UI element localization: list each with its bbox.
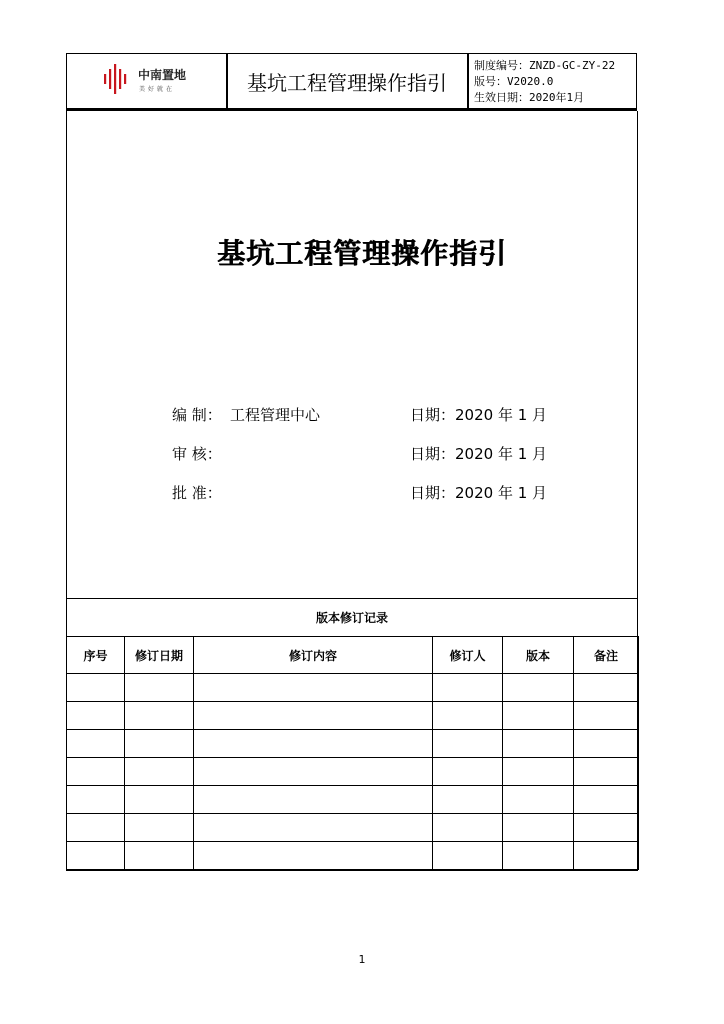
table-cell	[574, 786, 639, 814]
table-cell	[574, 730, 639, 758]
company-name: 中南置地	[138, 68, 187, 82]
table-cell	[503, 758, 574, 786]
table-cell	[194, 758, 433, 786]
table-cell	[67, 842, 125, 870]
table-cell	[503, 842, 574, 870]
company-logo-icon	[104, 64, 130, 94]
table-cell	[194, 702, 433, 730]
table-cell	[433, 814, 503, 842]
doc-version: 版号：V2020.0	[474, 75, 554, 88]
table-row	[67, 702, 639, 730]
table-cell	[194, 842, 433, 870]
table-cell	[125, 730, 194, 758]
col-header: 修订内容	[194, 637, 433, 674]
table-cell	[125, 814, 194, 842]
table-row	[67, 758, 639, 786]
table-cell	[125, 758, 194, 786]
table-cell	[503, 730, 574, 758]
table-cell	[194, 674, 433, 702]
page-number: 1	[358, 953, 366, 966]
revision-title: 版本修订记录	[315, 611, 388, 625]
table-row	[67, 842, 639, 870]
table-cell	[125, 702, 194, 730]
table-cell	[67, 814, 125, 842]
table-cell	[574, 814, 639, 842]
header-doc-title: 基坑工程管理操作指引	[247, 70, 447, 95]
table-cell	[67, 730, 125, 758]
table-row	[67, 674, 639, 702]
table-cell	[194, 730, 433, 758]
table-cell	[503, 814, 574, 842]
col-header: 修订日期	[125, 637, 194, 674]
table-cell	[125, 842, 194, 870]
table-cell	[125, 674, 194, 702]
table-cell	[503, 674, 574, 702]
signoff-date: 日期：2020 年 1 月	[410, 445, 548, 463]
table-row	[67, 730, 639, 758]
table-cell	[67, 702, 125, 730]
revision-header-row	[67, 637, 639, 674]
table-row	[67, 786, 639, 814]
col-header: 序号	[67, 637, 125, 674]
table-cell	[574, 758, 639, 786]
table-cell	[67, 758, 125, 786]
effective-date: 生效日期：2020年1月	[474, 91, 585, 104]
header-divider	[467, 53, 469, 109]
signoff-role: 批 准：	[172, 484, 222, 502]
cover-title: 基坑工程管理操作指引	[216, 237, 507, 270]
revision-table	[66, 636, 639, 870]
table-cell	[67, 786, 125, 814]
table-cell	[503, 786, 574, 814]
table-cell	[433, 674, 503, 702]
table-cell	[574, 842, 639, 870]
col-header: 版本	[503, 637, 574, 674]
table-cell	[503, 702, 574, 730]
table-cell	[125, 786, 194, 814]
signoff-date: 日期：2020 年 1 月	[410, 406, 548, 424]
table-cell	[574, 702, 639, 730]
table-cell	[194, 786, 433, 814]
col-header: 修订人	[433, 637, 503, 674]
table-cell	[433, 842, 503, 870]
table-cell	[433, 730, 503, 758]
table-cell	[194, 814, 433, 842]
table-cell	[67, 674, 125, 702]
table-cell	[574, 674, 639, 702]
table-cell	[433, 702, 503, 730]
table-cell	[433, 786, 503, 814]
table-cell	[433, 758, 503, 786]
table-row	[67, 814, 639, 842]
company-slogan: 美好就在	[139, 86, 176, 93]
col-header: 备注	[574, 637, 639, 674]
signoff-role: 审 核：	[172, 445, 222, 463]
signoff-role: 编 制：	[172, 406, 222, 424]
signoff-date: 日期：2020 年 1 月	[410, 484, 548, 502]
signoff-value: 工程管理中心	[230, 406, 321, 424]
doc-number: 制度编号：ZNZD-GC-ZY-22	[474, 59, 616, 72]
